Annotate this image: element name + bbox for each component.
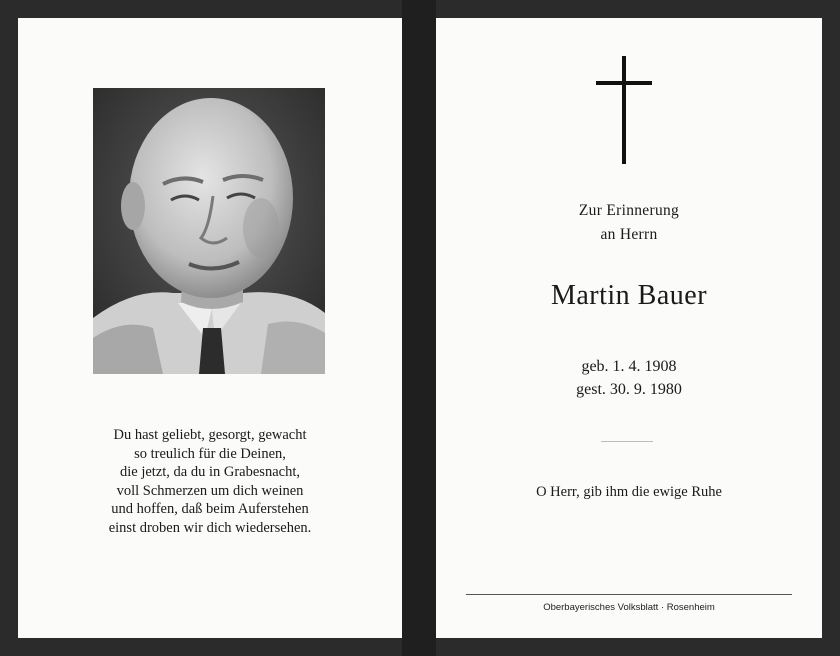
poem	[18, 426, 402, 538]
footer-rule	[466, 594, 792, 595]
poem-line: die jetzt, da du in Grabesnacht,	[120, 464, 300, 481]
poem-line: so treulich für die Deinen,	[134, 445, 286, 462]
poem-line: Du hast geliebt, gesorgt, gewacht	[113, 427, 307, 443]
left-panel	[18, 18, 402, 638]
right-panel	[436, 18, 822, 638]
prayer-text: O Herr, gib ihm die ewige Ruhe	[536, 484, 722, 500]
deceased-name: Martin Bauer	[550, 280, 708, 311]
cross-icon	[596, 56, 652, 164]
cross-vertical-bar	[622, 56, 626, 164]
card-fold	[402, 0, 436, 656]
printer-imprint: Oberbayerisches Volksblatt · Rosenheim	[543, 602, 715, 613]
separator	[601, 441, 653, 442]
cross-horizontal-bar	[596, 81, 652, 85]
memory-line-1: Zur Erinnerung	[578, 202, 680, 219]
portrait-image	[93, 88, 325, 374]
poem-line: und hoffen, daß beim Auferstehen	[111, 501, 309, 518]
death-date: gest. 30. 9. 1980	[576, 381, 682, 398]
birth-date: geb. 1. 4. 1908	[581, 358, 677, 375]
poem-line: einst droben wir dich wiedersehen.	[108, 519, 312, 536]
memory-line-2: an Herrn	[600, 226, 658, 243]
poem-line: voll Schmerzen um dich weinen	[116, 482, 304, 499]
portrait-photo	[93, 88, 325, 374]
